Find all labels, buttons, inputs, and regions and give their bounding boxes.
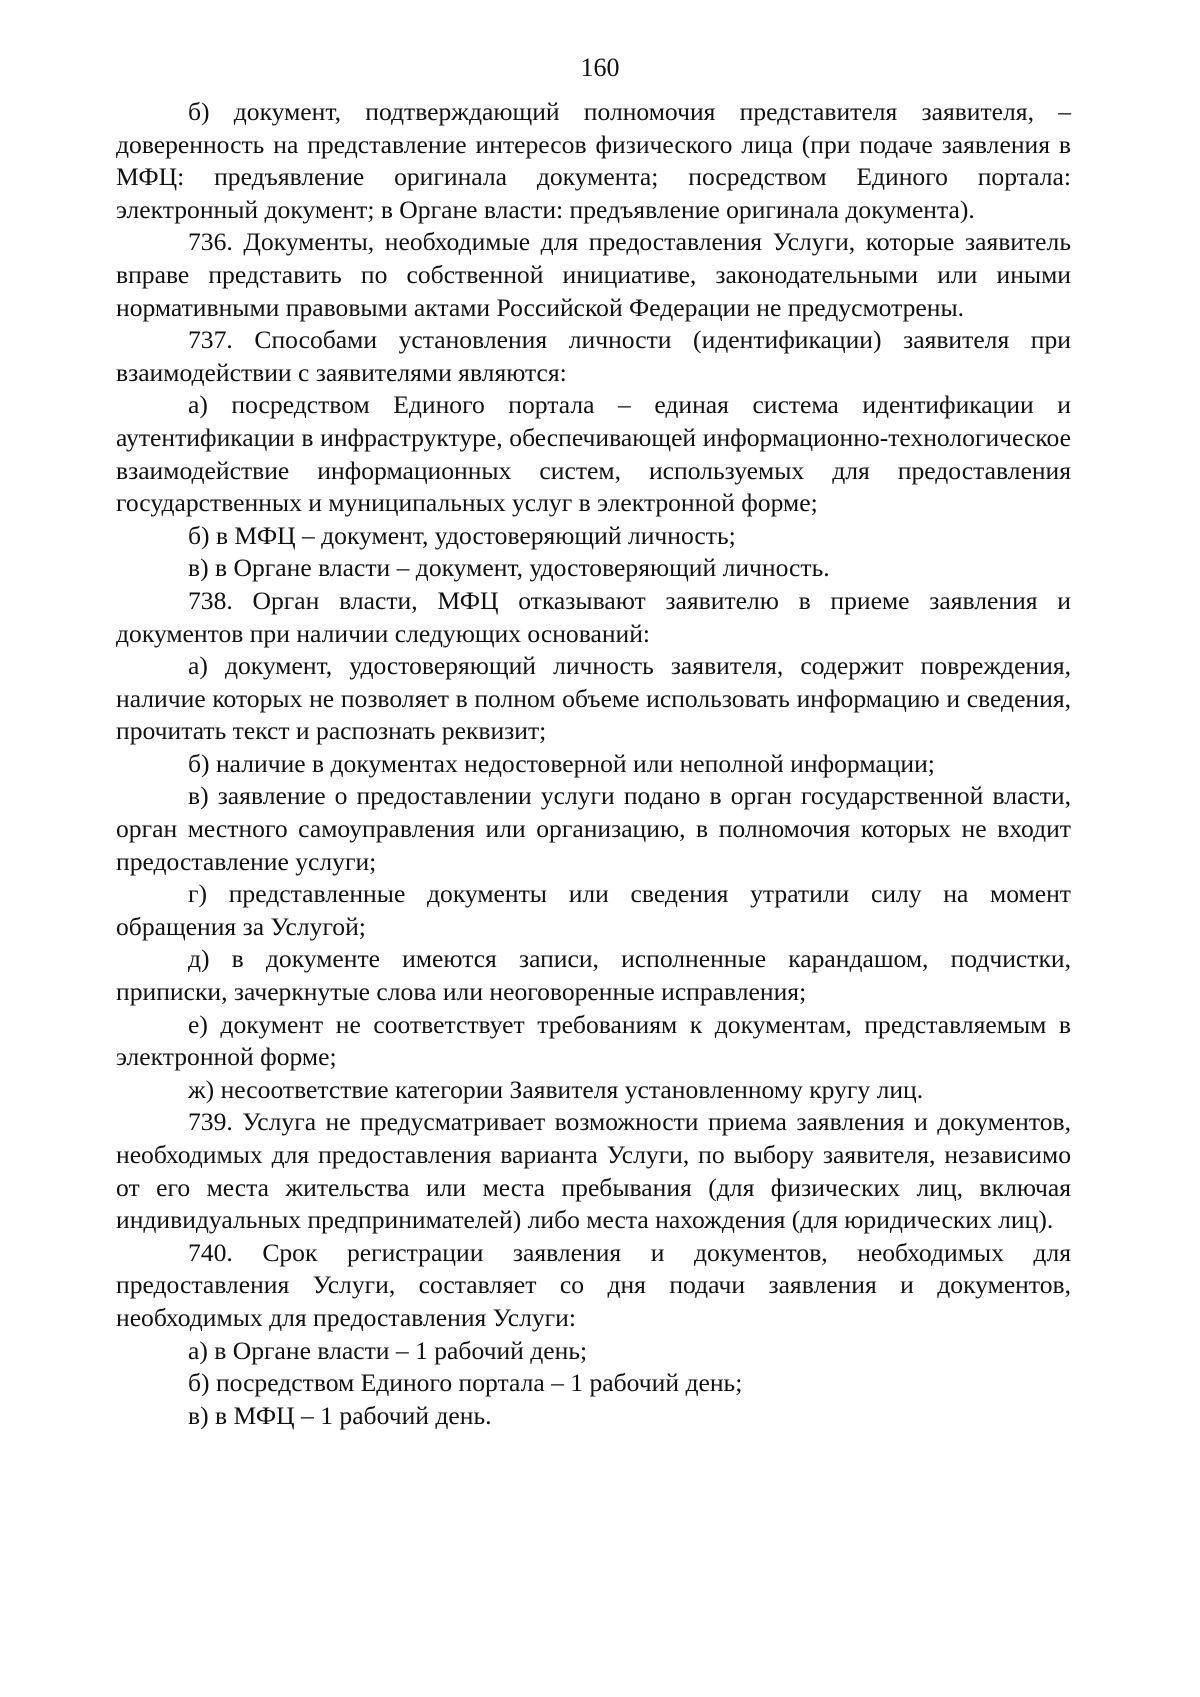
paragraph-738-b: б) наличие в документах недостоверной или неполной информации; [188, 748, 935, 778]
paragraph-738-g: г) представленные документы или сведения утратили силу на момент обращения за Услугой; [116, 879, 1071, 941]
paragraph-739: 739. Услуга не предусматривает возможности приема заявления и документов, необходимых для предоставления варианта Услуги, по выбору заявителя, независимо от его места жительства или места пребывания (для физических лиц, включая индивидуальных предпринимателей) либо места нахождения (для юридических лиц). [116, 1107, 1071, 1235]
paragraph-740-b: б) посредством Единого портала – 1 рабочий день; [188, 1368, 743, 1398]
paragraph-740: 740. Срок регистрации заявления и документов, необходимых для предоставления Услуги, составляет со дня подачи заявления и документов, необходимых для предоставления Услуги: [116, 1237, 1071, 1332]
document-body [116, 96, 1071, 1432]
paragraph-737: 737. Способами установления личности (идентификации) заявителя при взаимодействии с заявителями являются: [116, 325, 1071, 387]
paragraph-740-v: в) в МФЦ – 1 рабочий день. [188, 1400, 492, 1430]
paragraph-738: 738. Орган власти, МФЦ отказывают заявителю в приеме заявления и документов при наличии следующих оснований: [116, 585, 1071, 648]
paragraph-740-a: а) в Органе власти – 1 рабочий день; [188, 1335, 588, 1365]
paragraph-737-b: б) в МФЦ – документ, удостоверяющий личность; [188, 520, 736, 550]
page-number: 160 [580, 53, 620, 82]
paragraph-738-zh: ж) несоответствие категории Заявителя установленному кругу лиц. [188, 1074, 924, 1104]
paragraph-738-e: е) документ не соответствует требованиям к документам, представляемым в электронной форме; [116, 1009, 1071, 1072]
paragraph-738-a: а) документ, удостоверяющий личность заявителя, содержит повреждения, наличие которых не позволяет в полном объеме использовать информацию и сведения, прочитать текст и распознать реквизит; [116, 651, 1071, 746]
paragraph-738-d: д) в документе имеются записи, исполненные карандашом, подчистки, приписки, зачеркнутые слова или неоговоренные исправления; [116, 944, 1071, 1007]
paragraph-b-power-of-attorney: б) документ, подтверждающий полномочия представителя заявителя, – доверенность на представление интересов физического лица (при подаче заявления в МФЦ: предъявление оригинала документа; посредством Единого портала: электронный документ; в Органе власти: предъявление оригинала документа). [116, 97, 1071, 224]
paragraph-737-a: а) посредством Единого портала – единая система идентификации и аутентификации в инфраструктуре, обеспечивающей информационно-технологическое взаимодействие информационных систем, используемых для предоставления государственных и муниципальных услуг в электронной форме; [116, 390, 1071, 518]
paragraph-737-v: в) в Органе власти – документ, удостоверяющий личность. [188, 553, 830, 583]
paragraph-736: 736. Документы, необходимые для предоставления Услуги, которые заявитель вправе представить по собственной инициативе, законодательными или иными нормативными правовыми актами Российской Федерации не предусмотрены. [116, 227, 1071, 322]
paragraph-738-v: в) заявление о предоставлении услуги подано в орган государственной власти, орган местного самоуправления или организацию, в полномочия которых не входит предоставление услуги; [116, 781, 1071, 876]
